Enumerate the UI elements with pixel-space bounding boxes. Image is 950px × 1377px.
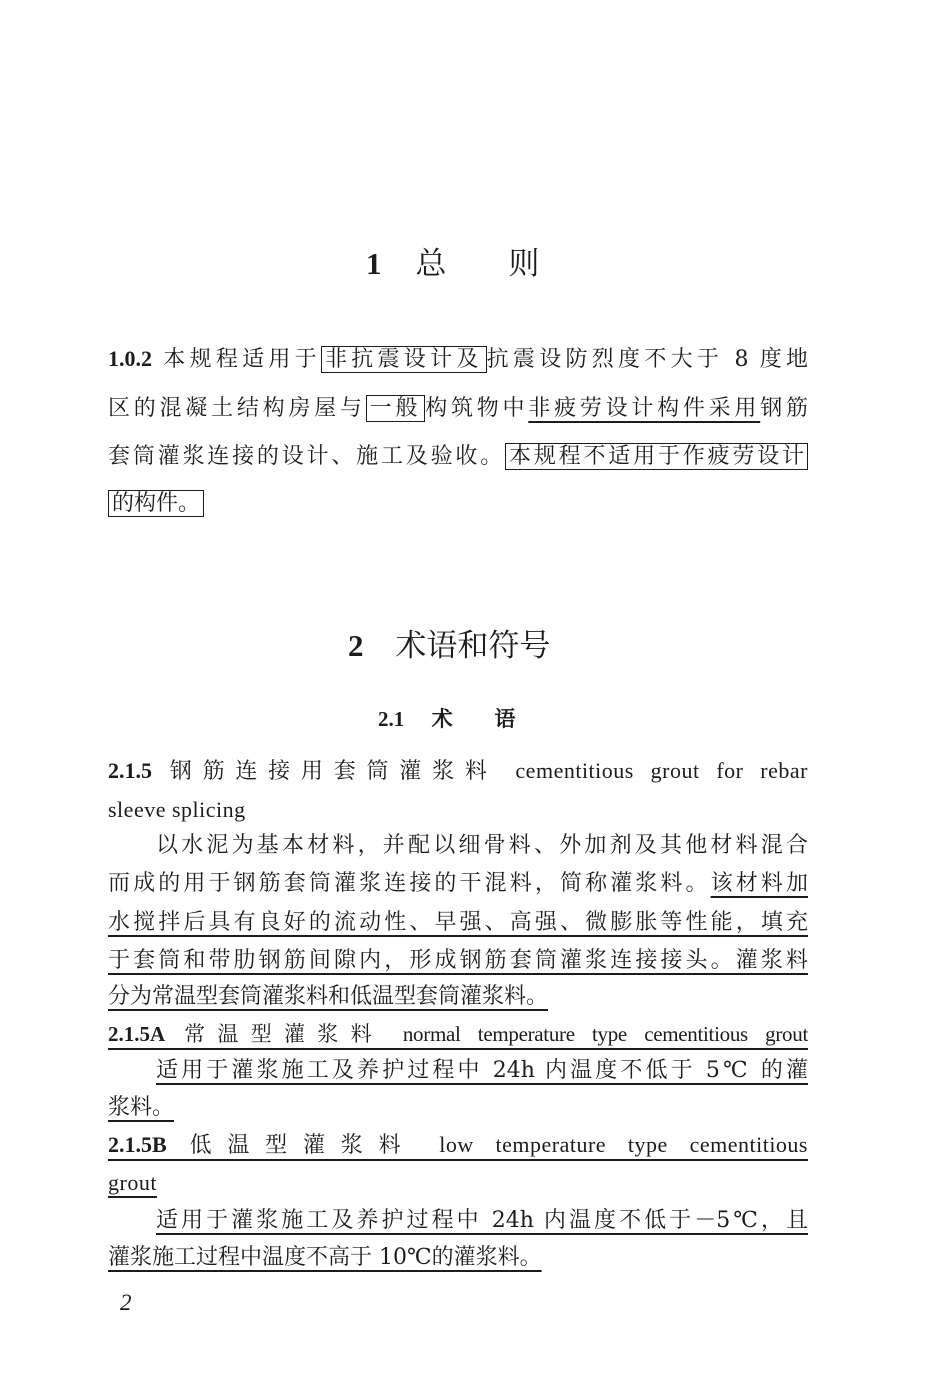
term-en: grout	[108, 1170, 157, 1195]
term-2-1-5-def-5	[108, 977, 808, 1017]
term-2-1-5-heading-cont	[108, 790, 808, 830]
definition-text: 分为常温型套筒灌浆料和低温型套筒灌浆料。	[108, 984, 549, 1009]
definition-text: 而成的用于钢筋套筒灌浆连接的干混料，简称灌浆料。	[108, 871, 711, 896]
boxed-text: 的构件。	[108, 490, 204, 517]
clause-text: 抗震设防烈度不大于 8 度地	[486, 347, 808, 372]
term-number: 2.1.5A	[108, 1022, 166, 1046]
term-cn: 钢筋连接用套筒灌浆料	[169, 759, 498, 784]
term-cn: 常温型灌浆料	[184, 1022, 384, 1046]
chapter-number: 2	[348, 628, 364, 663]
term-en: sleeve splicing	[108, 797, 246, 822]
definition-text: 水搅拌后具有良好的流动性、早强、高强、微膨胀等性能，填充	[108, 910, 808, 935]
term-number: 2.1.5B	[108, 1132, 167, 1157]
boxed-text: 本规程不适用于作疲劳设计	[505, 443, 808, 470]
term-2-1-5-def-4	[108, 941, 808, 981]
chapter-2-heading	[348, 620, 550, 665]
clause-text: 区的混凝土结构房屋与	[108, 396, 366, 421]
boxed-text: 非抗震设计及	[321, 346, 487, 373]
definition-text: 适用于灌浆施工及养护过程中 24h 内温度不低于 5℃ 的灌	[156, 1058, 808, 1083]
boxed-text: 一般	[366, 395, 426, 422]
term-2-1-5B-def-1	[156, 1201, 808, 1241]
term-2-1-5B-def-2	[108, 1238, 808, 1278]
clause-number: 1.0.2	[108, 346, 152, 371]
definition-text: 以水泥为基本材料，并配以细骨料、外加剂及其他材料混合	[156, 833, 808, 858]
chapter-title: 术语和符号	[395, 628, 551, 664]
clause-text: 构筑物中	[425, 396, 529, 421]
term-2-1-5-def-1	[156, 826, 808, 866]
clause-1-0-2-line-3	[108, 437, 808, 477]
definition-text: 浆料。	[108, 1095, 175, 1120]
term-2-1-5B-heading-cont	[108, 1163, 808, 1203]
term-2-1-5A-def-1	[156, 1051, 808, 1091]
term-2-1-5-def-3	[108, 903, 808, 943]
section-2-1-heading	[378, 703, 516, 733]
term-2-1-5A-def-2	[108, 1088, 808, 1128]
section-title: 术 语	[431, 706, 516, 731]
underline-rule	[108, 1048, 808, 1050]
term-en: cementitious grout for rebar	[515, 758, 808, 783]
definition-text: 灌浆施工过程中温度不高于 10℃的灌浆料。	[108, 1245, 542, 1270]
clause-1-0-2-line-2	[108, 389, 808, 429]
clause-text: 本规程适用于	[163, 347, 321, 372]
underline-rule	[108, 1159, 808, 1161]
term-en: low temperature type cementitious	[439, 1132, 808, 1157]
chapter-title: 总 则	[415, 246, 540, 282]
clause-text: 钢筋	[760, 396, 808, 421]
term-2-1-5-heading	[108, 751, 808, 791]
chapter-1-heading	[366, 238, 539, 283]
definition-text: 适用于灌浆施工及养护过程中 24h 内温度不低于－5℃，且	[156, 1208, 808, 1233]
term-2-1-5-def-2	[108, 864, 808, 904]
page-number: 2	[120, 1290, 132, 1315]
underlined-text: 该材料加	[710, 871, 808, 896]
underlined-text: 非疲劳设计构件采用	[528, 396, 761, 421]
chapter-number: 1	[366, 246, 382, 281]
clause-text: 套筒灌浆连接的设计、施工及验收。	[108, 444, 506, 469]
clause-1-0-2-line-1	[108, 339, 808, 379]
clause-1-0-2-line-4	[108, 484, 808, 524]
term-cn: 低温型灌浆料	[189, 1133, 417, 1158]
definition-text: 于套筒和带肋钢筋间隙内，形成钢筋套筒灌浆连接接头。灌浆料	[108, 948, 808, 973]
term-en: normal temperature type cementitious grout	[402, 1022, 808, 1046]
section-number: 2.1	[378, 707, 405, 731]
term-number: 2.1.5	[108, 758, 152, 783]
